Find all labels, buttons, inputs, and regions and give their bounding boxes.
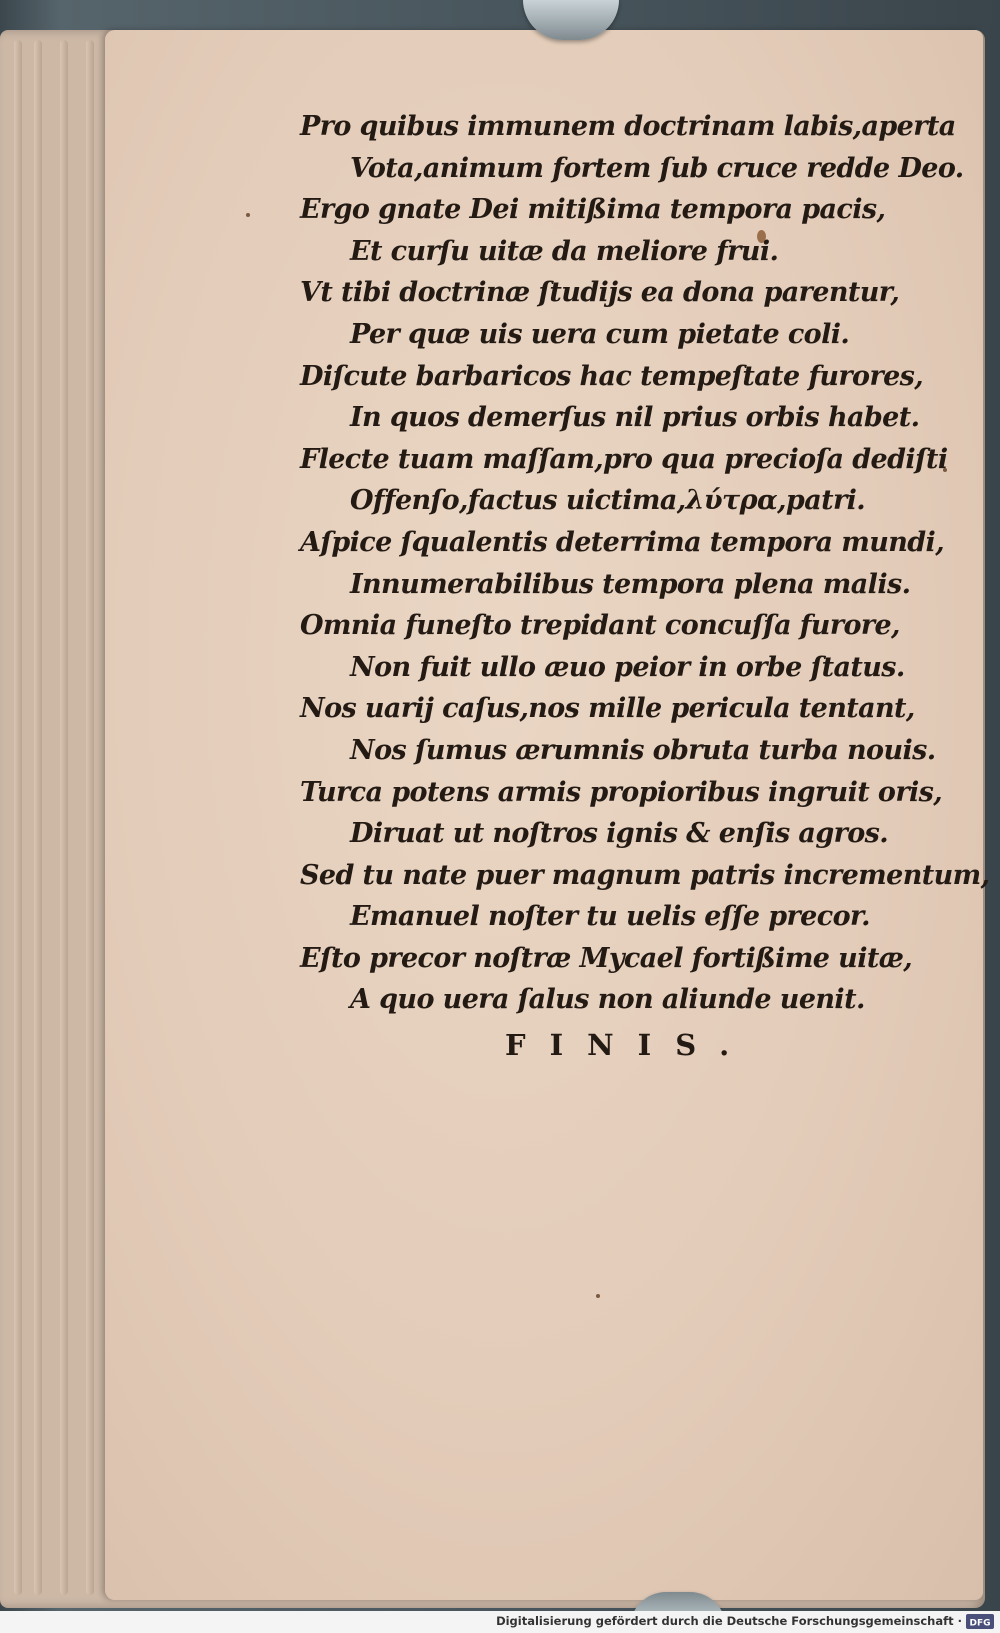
verse-text-block	[300, 106, 990, 1021]
verse-line: Omnia funeſto trepidant concuſſa furore,	[300, 610, 900, 642]
verse-line: Turca potens armis propioribus ingruit oris,	[300, 776, 943, 808]
verse-line: Diruat ut noſtros ignis & enſis agros.	[350, 818, 889, 850]
verse-line: Flecte tuam maſſam,pro qua precioſa dediſti	[300, 443, 948, 475]
paper-speck	[246, 213, 250, 217]
page-edge	[14, 40, 22, 1595]
verse-line: A quo uera ſalus non aliunde uenit.	[350, 984, 865, 1016]
verse-line: Aſpice ſqualentis deterrima tempora mundi,	[300, 526, 944, 558]
verse-line: Nos uarij caſus,nos mille pericula tentant,	[300, 693, 915, 725]
verse-line: Per quæ uis uera cum pietate coli.	[350, 318, 850, 350]
dfg-logo-text: DFG	[969, 1618, 991, 1629]
page-edge	[60, 40, 68, 1595]
verse-line: Emanuel noſter tu uelis eſſe precor.	[350, 901, 870, 933]
verse-line: Offenſo,factus uictima,λύτρα,patri.	[350, 485, 866, 517]
page-edge	[34, 40, 42, 1595]
verse-line: Ergo gnate Dei mitißima tempora pacis,	[300, 194, 886, 226]
finis-colophon: FINIS.	[505, 1028, 754, 1062]
verse-line: Sed tu nate puer magnum patris incrementum,	[300, 859, 990, 891]
verse-line: Vt tibi doctrinæ ſtudijs ea dona parentur,	[300, 277, 900, 309]
dfg-logo	[966, 1614, 994, 1629]
verse-line: Innumerabilibus tempora plena malis.	[350, 568, 911, 600]
funding-credit: Digitalisierung gefördert durch die Deutsche Forschungsgemeinschaft ·	[496, 1614, 962, 1628]
verse-line: Vota,animum fortem ſub cruce redde Deo.	[350, 152, 964, 184]
digitization-footer	[0, 1611, 1000, 1633]
verse-line: In quos demerſus nil prius orbis habet.	[350, 402, 920, 434]
verse-line: Et curſu uitæ da meliore frui.	[350, 235, 779, 267]
verse-line: Eſto precor noſtræ Mycael fortißime uitæ,	[300, 942, 913, 974]
verse-line: Nos ſumus ærumnis obruta turba nouis.	[350, 734, 936, 766]
paper-speck	[596, 1294, 600, 1298]
page-edge	[86, 40, 94, 1595]
verse-line: Non fuit ullo æuo peior in orbe ſtatus.	[350, 651, 905, 683]
verse-line: Diſcute barbaricos hac tempeſtate furores,	[300, 360, 924, 392]
verse-line: Pro quibus immunem doctrinam labis,aperta	[300, 111, 956, 142]
